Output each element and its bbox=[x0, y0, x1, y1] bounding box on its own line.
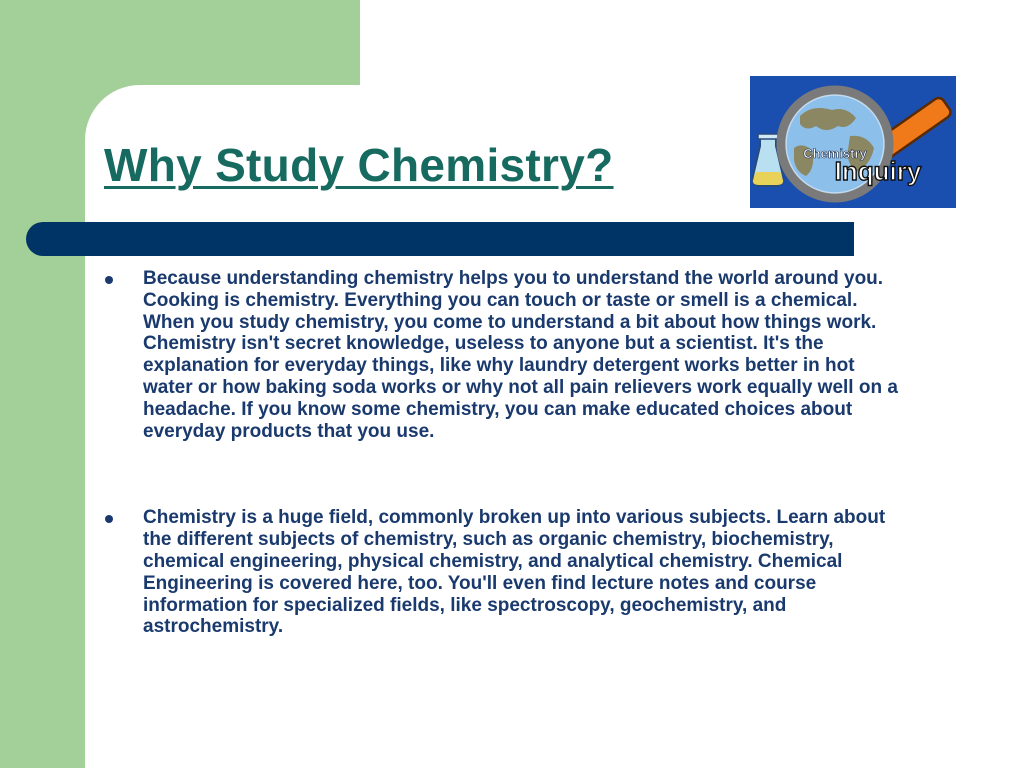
chemistry-inquiry-logo bbox=[750, 76, 956, 208]
title-divider-bar bbox=[26, 222, 854, 256]
bullet-dot-icon bbox=[105, 276, 113, 284]
logo-line1: Chemistry bbox=[803, 146, 867, 161]
logo-line2: Inquiry bbox=[834, 156, 922, 186]
bullet-text-2: Chemistry is a huge field, commonly broken up into various subjects. Learn about the different subjects of chemistry, such as organic chemistry, biochemistry, chemical engineering, physical chemistry, and analytical chemistry. Chemical Engineering is covered here, too. You'll even find lecture notes and course information for specialized fields, like spectroscopy, geochemistry, and astrochemistry. bbox=[143, 507, 886, 638]
bullet-item-2 bbox=[100, 507, 900, 638]
bullet-item-1 bbox=[100, 268, 900, 442]
magnifying-glass-globe-icon bbox=[750, 76, 956, 208]
bullet-list bbox=[100, 268, 900, 638]
bullet-text-1: Because understanding chemistry helps you to understand the world around you. Cooking is chemistry. Everything you can touch or taste or smell is a chemical. When you study chemistry, you come to understand a bit about how things work. Chemistry isn't secret knowledge, useless to anyone but a scientist. It's the explanation for everyday things, like why laundry detergent works better in hot water or how baking soda works or why not all pain relievers work equally well on a headache. If you know some chemistry, you can make educated choices about everyday products that you use. bbox=[143, 268, 898, 442]
slide-title: Why Study Chemistry? bbox=[104, 139, 614, 191]
bullet-dot-icon bbox=[105, 515, 113, 523]
